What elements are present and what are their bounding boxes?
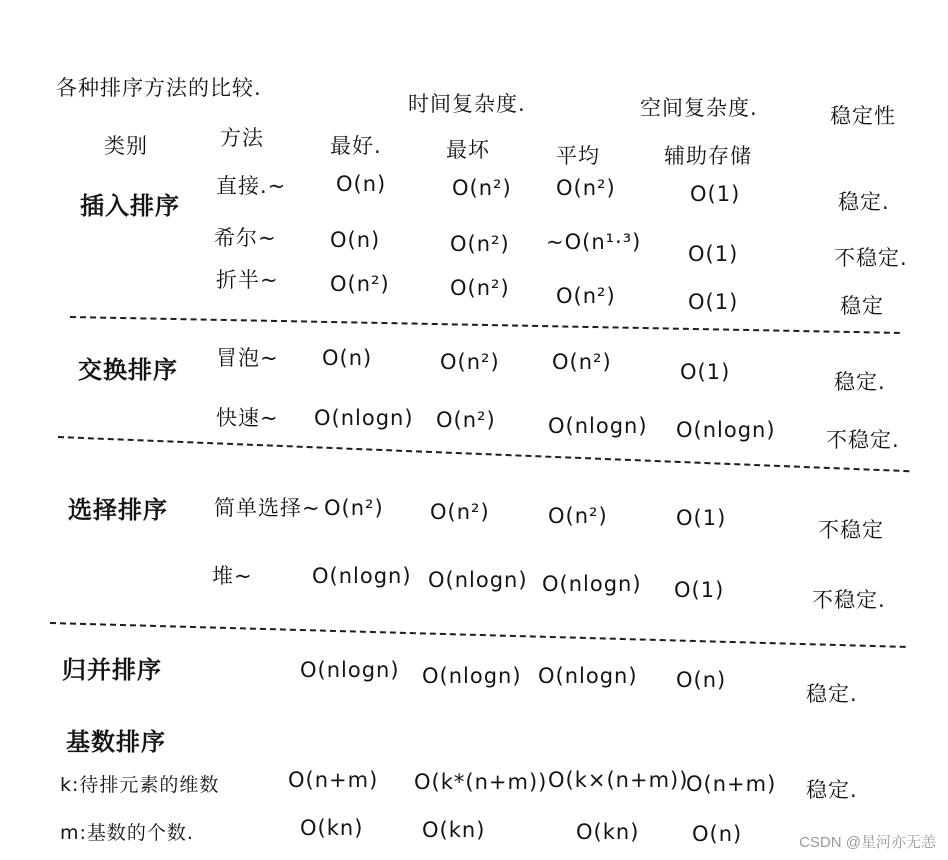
worst-cell: O(n²) <box>450 276 510 300</box>
aux-cell: O(1) <box>688 290 739 314</box>
average-cell: O(nlogn) <box>538 664 638 688</box>
radix-m-note: m:基数的个数. <box>60 822 194 844</box>
best-cell: O(n²) <box>330 272 390 296</box>
radix-average-2: O(kn) <box>576 820 640 844</box>
worst-cell: O(n²) <box>440 350 500 374</box>
average-cell: O(n²) <box>552 350 612 374</box>
worst-cell: O(nlogn) <box>422 664 522 688</box>
stability-cell: 不稳定. <box>826 428 900 452</box>
stability-header: 稳定性 <box>830 104 896 128</box>
stability-cell: 稳定 <box>840 294 884 318</box>
group-label-insertion: 插入排序 <box>80 192 180 220</box>
method-cell: 简单选择~ <box>214 496 321 520</box>
average-cell: O(n²) <box>556 284 616 308</box>
stability-cell: 稳定. <box>838 190 890 214</box>
radix-k-note: k:待排元素的维数 <box>60 774 220 796</box>
aux-cell: O(1) <box>676 506 727 530</box>
method-cell: 冒泡~ <box>216 346 279 370</box>
group-label-selection: 选择排序 <box>68 496 168 524</box>
average-cell: O(nlogn) <box>542 572 642 596</box>
page-title: 各种排序方法的比较. <box>56 76 262 100</box>
aux-cell: O(n) <box>676 668 727 692</box>
method-cell: 快速~ <box>216 406 279 430</box>
aux-cell: O(1) <box>690 182 741 206</box>
best-cell: O(nlogn) <box>314 406 414 430</box>
worst-cell: O(n²) <box>436 408 496 432</box>
average-cell: O(nlogn) <box>548 414 648 438</box>
radix-worst-2: O(kn) <box>422 818 486 842</box>
group-label-radix: 基数排序 <box>66 728 166 756</box>
radix-best: O(n+m) <box>288 768 379 792</box>
stability-cell: 不稳定 <box>818 518 884 542</box>
method-cell: 堆~ <box>212 564 253 588</box>
method-header: 方法 <box>220 126 264 150</box>
group-label-exchange: 交换排序 <box>78 356 178 384</box>
stability-cell: 不稳定. <box>812 588 886 612</box>
stability-cell: 稳定. <box>834 370 886 394</box>
group-label-merge: 归并排序 <box>62 656 162 684</box>
radix-best-2: O(kn) <box>300 816 364 840</box>
best-cell: O(n) <box>336 172 387 196</box>
method-cell: 希尔~ <box>214 226 277 250</box>
average-header: 平均 <box>556 144 600 168</box>
worst-cell: O(n²) <box>452 176 512 200</box>
average-cell: ~O(n¹·³) <box>546 230 642 254</box>
radix-stability: 稳定. <box>806 778 858 802</box>
best-cell: O(n) <box>330 228 381 252</box>
group-divider <box>50 622 906 648</box>
category-header: 类别 <box>104 134 148 158</box>
best-cell: O(nlogn) <box>300 658 400 682</box>
stability-cell: 稳定. <box>806 682 858 706</box>
aux-cell: O(1) <box>688 242 739 266</box>
radix-aux-2: O(n) <box>692 822 743 846</box>
best-cell: O(nlogn) <box>312 564 412 588</box>
best-header: 最好. <box>330 134 382 158</box>
stability-cell: 不稳定. <box>834 246 908 270</box>
radix-aux: O(n+m) <box>686 772 777 796</box>
space-complexity-header: 空间复杂度. <box>640 96 758 120</box>
average-cell: O(n²) <box>556 176 616 200</box>
worst-cell: O(nlogn) <box>428 568 528 592</box>
best-cell: O(n²) <box>324 496 384 520</box>
worst-cell: O(n²) <box>430 500 490 524</box>
auxiliary-storage-header: 辅助存储 <box>664 144 752 168</box>
watermark: CSDN @星河亦无恙 <box>799 834 936 851</box>
group-divider <box>70 316 900 334</box>
aux-cell: O(1) <box>680 360 731 384</box>
worst-cell: O(n²) <box>450 232 510 256</box>
method-cell: 折半~ <box>216 268 279 292</box>
average-cell: O(n²) <box>548 504 608 528</box>
aux-cell: O(1) <box>674 578 725 602</box>
radix-worst: O(k*(n+m)) <box>414 770 548 794</box>
group-divider <box>58 436 909 472</box>
method-cell: 直接.~ <box>216 174 287 198</box>
worst-header: 最坏 <box>446 138 490 162</box>
time-complexity-header: 时间复杂度. <box>408 92 526 116</box>
aux-cell: O(nlogn) <box>676 418 776 442</box>
radix-average: O(k×(n+m)) <box>548 768 689 792</box>
best-cell: O(n) <box>322 346 373 370</box>
